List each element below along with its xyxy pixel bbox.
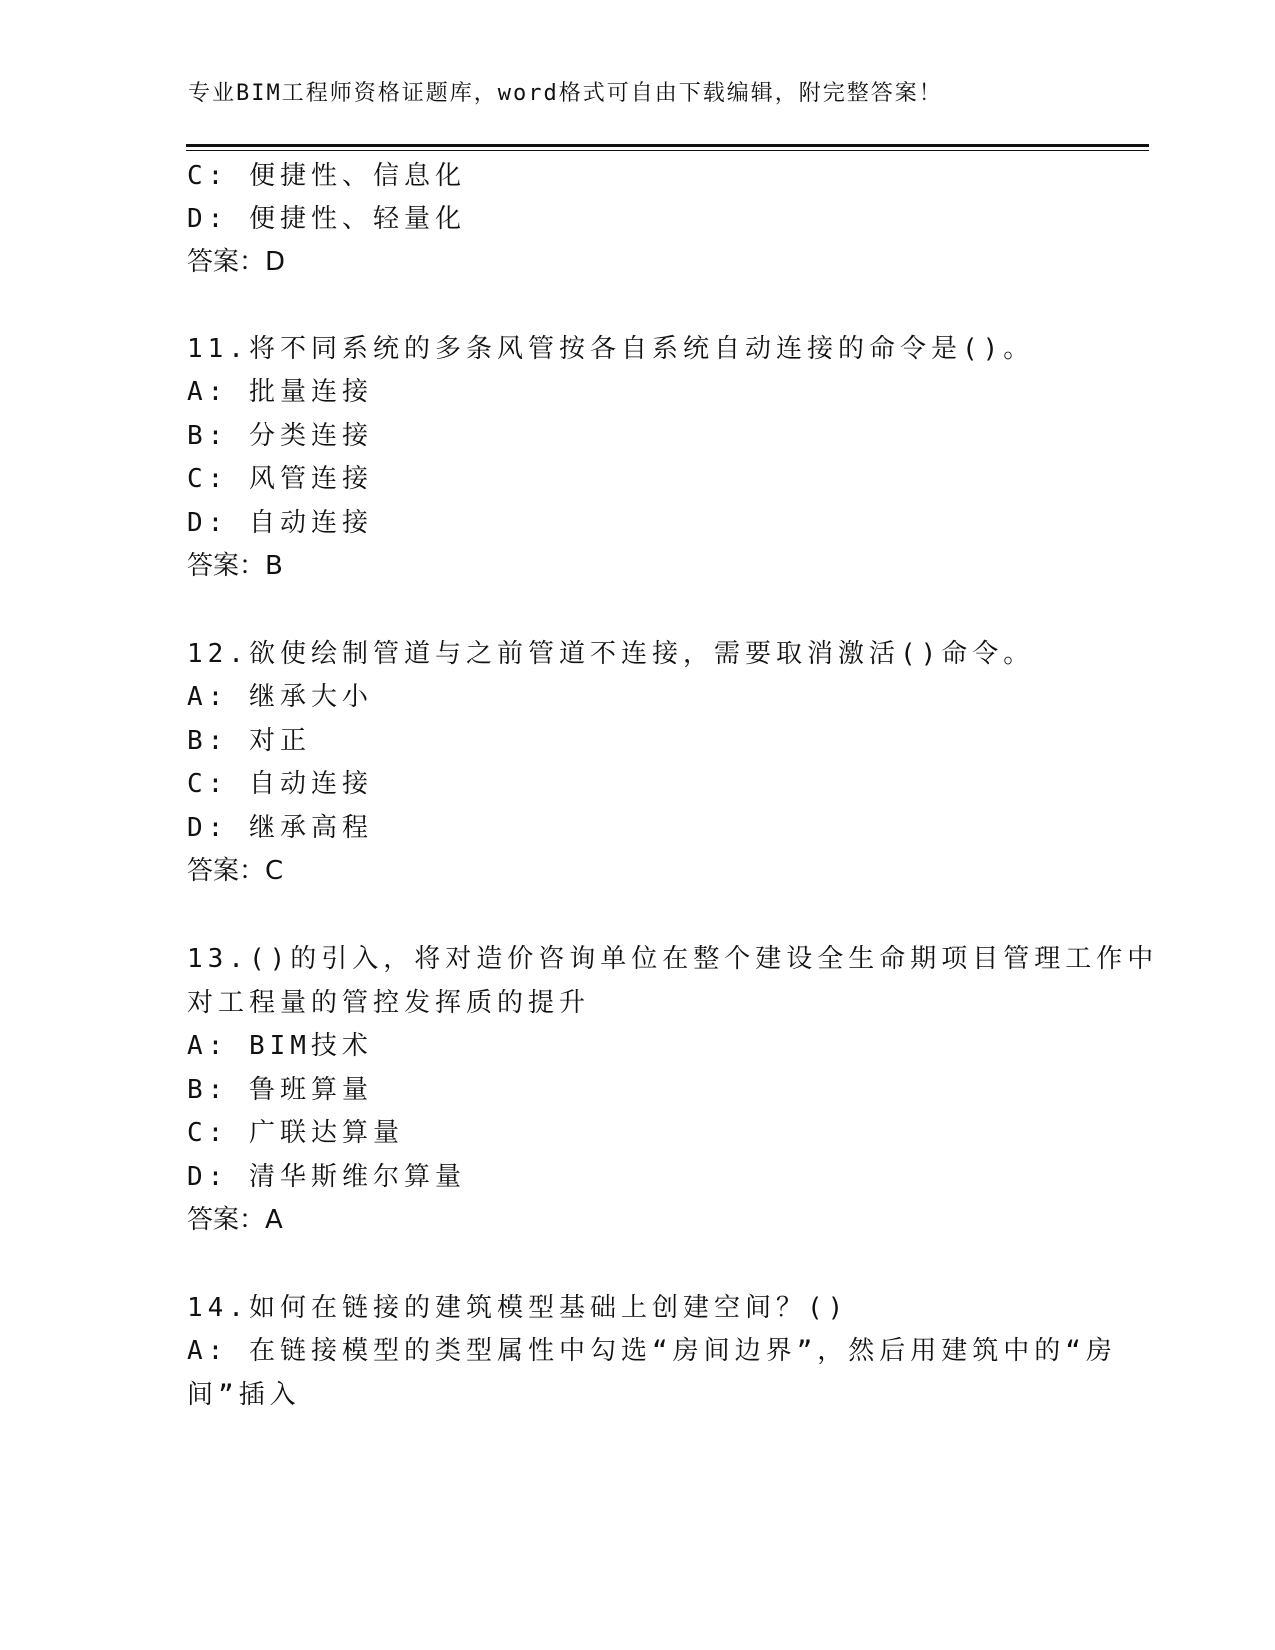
q11-question: 11.将不同系统的多条风管按各自系统自动连接的命令是()。	[187, 334, 1035, 364]
q14-question: 14.如何在链接的建筑模型基础上创建空间？()	[187, 1293, 849, 1323]
q11-answer: 答案：B	[187, 551, 283, 581]
q11-option-c: C: 风管连接	[187, 464, 373, 494]
header-rule-thick	[186, 144, 1149, 147]
q11-option-b: B: 分类连接	[187, 421, 373, 451]
q12-option-d: D: 继承高程	[187, 813, 373, 843]
q12-option-c: C: 自动连接	[187, 769, 373, 799]
q12-answer: 答案：C	[187, 856, 284, 886]
q12-question: 12.欲使绘制管道与之前管道不连接，需要取消激活()命令。	[187, 639, 1035, 669]
q11-option-d: D: 自动连接	[187, 508, 373, 538]
q12-option-a: A: 继承大小	[187, 682, 373, 712]
q13-question-line1: 13.()的引入，将对造价咨询单位在整个建设全生命期项目管理工作中	[187, 944, 1159, 974]
q13-option-a: A: BIM技术	[187, 1031, 373, 1061]
q14-option-a-line2: 间”插入	[187, 1380, 301, 1410]
q13-answer: 答案：A	[187, 1205, 283, 1235]
q13-option-c: C: 广联达算量	[187, 1118, 404, 1148]
q13-option-d: D: 清华斯维尔算量	[187, 1162, 466, 1192]
q13-question-line2: 对工程量的管控发挥质的提升	[187, 988, 591, 1018]
q13-option-b: B: 鲁班算量	[187, 1075, 373, 1105]
page-header: 专业BIM工程师资格证题库，word格式可自由下载编辑，附完整答案！	[188, 81, 943, 106]
q12-option-b: B: 对正	[187, 726, 311, 756]
q14-option-a-line1: A: 在链接模型的类型属性中勾选“房间边界”，然后用建筑中的“房	[187, 1336, 1117, 1366]
q10-option-d: D: 便捷性、轻量化	[187, 204, 466, 234]
q11-option-a: A: 批量连接	[187, 377, 373, 407]
q10-answer: 答案：D	[187, 247, 286, 277]
header-rule-thin	[186, 150, 1149, 151]
q10-option-c: C: 便捷性、信息化	[187, 161, 466, 191]
